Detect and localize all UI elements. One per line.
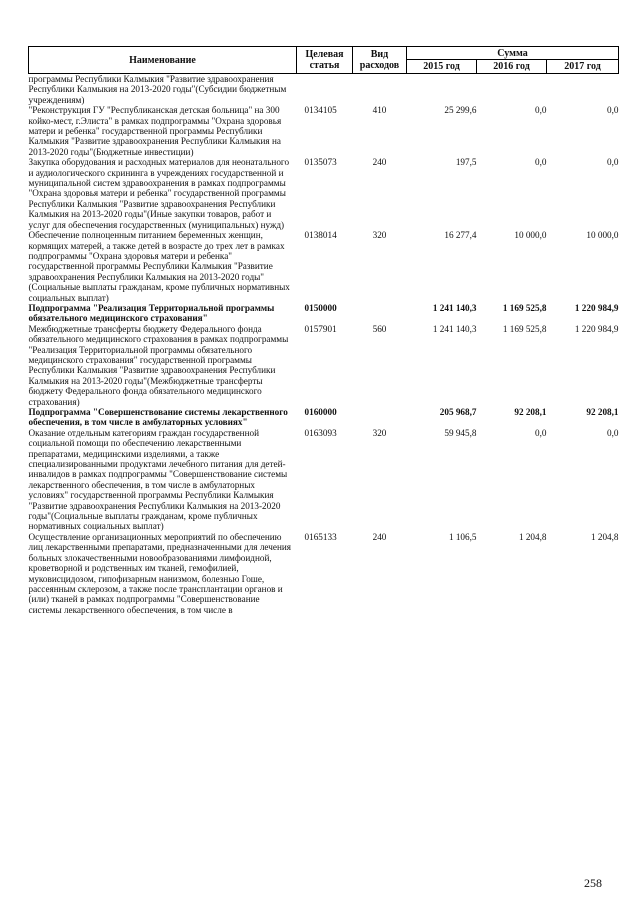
- row-value-2015: [407, 74, 477, 106]
- row-name: Обеспечение полноценным питанием беременных женщин, кормящих матерей, а также детей в возрасте до трех лет в рамках подпрограммы "Охрана здоровья матери и ребенка" государственной программы Республики Калмыкия "Развитие здравоохранения Республики Калмыкия на 2013-2020 годы"(Социальные выплаты гражданам, кроме публичных нормативных социальных выплат): [28, 230, 290, 303]
- table-row: [29, 407, 619, 428]
- page-number: 258: [584, 876, 602, 890]
- row-code: 0150000: [304, 302, 337, 313]
- row-code: [297, 74, 353, 106]
- row-kind: [353, 303, 407, 324]
- row-code: 0160000: [304, 407, 337, 417]
- row-value-2015: 1 241 140,3: [432, 302, 477, 313]
- row-value-2017: 0,0: [607, 157, 619, 168]
- row-code: 0135073: [304, 157, 337, 168]
- table-row: [29, 324, 619, 407]
- table-row: [29, 105, 619, 157]
- table-row: [29, 157, 619, 230]
- row-kind: 240: [372, 531, 387, 542]
- column-header-name: Наименование: [29, 47, 297, 74]
- row-value-2017: 1 220 984,9: [574, 302, 619, 313]
- row-kind: 320: [372, 427, 387, 438]
- row-value-2016: [477, 74, 547, 106]
- row-value-2015: 59 945,8: [444, 427, 477, 438]
- row-value-2016: 1 169 525,8: [502, 323, 547, 334]
- budget-table: [28, 46, 619, 615]
- row-value-2016: 10 000,0: [514, 230, 547, 241]
- row-code: 0157901: [304, 323, 337, 334]
- column-header-year-2016: 2016 год: [477, 60, 547, 74]
- row-kind: [353, 74, 407, 106]
- column-header-sum: Сумма: [407, 47, 619, 60]
- column-header-year-2017: 2017 год: [547, 60, 619, 74]
- row-name: Межбюджетные трансферты бюджету Федерального фонда обязательного медицинского страхования в рамках подпрограммы "Реализация Территориальной программы обязательного медицинского страхования" государственной программы Республики Калмыкия "Развитие здравоохранения Республики Калмыкия на 2013-2020 годы"(Межбюджетные трансферты бюджету Федерального фонда обязательного медицинского страхования): [28, 323, 289, 407]
- row-value-2016: 92 208,1: [514, 407, 547, 417]
- row-value-2016: 1 204,8: [518, 531, 547, 542]
- row-value-2017: 10 000,0: [586, 230, 619, 241]
- row-value-2017: 92 208,1: [586, 407, 619, 417]
- row-name: Закупка оборудования и расходных материалов для неонатального и аудиологического скрининга в учреждениях государственной и муниципальной систем здравоохранения в рамках подпрограммы "Охрана здоровья матери и ребенка" государственной программы Республики Калмыкия "Развитие здравоохранения Республики Калмыкия на 2013-2020 годы"(Иные закупки товаров, работ и услуг для обеспечения государственных (муниципальных) нужд): [28, 157, 290, 230]
- row-value-2015: 205 968,7: [439, 407, 477, 417]
- table-header: [29, 47, 619, 74]
- row-kind: 320: [372, 230, 387, 241]
- row-code: 0134105: [304, 105, 337, 116]
- row-value-2016: 0,0: [535, 157, 547, 168]
- row-code: 0165133: [304, 531, 337, 542]
- row-code: 0138014: [304, 230, 337, 241]
- row-kind: 240: [372, 157, 387, 168]
- row-name: программы Республики Калмыкия "Развитие здравоохранения Республики Калмыкия на 2013-2020 годы"(Субсидии бюджетным учреждениям): [28, 74, 287, 105]
- column-header-year-2015: 2015 год: [407, 60, 477, 74]
- row-code: 0163093: [304, 427, 337, 438]
- row-value-2015: 197,5: [455, 157, 477, 168]
- row-kind: 560: [372, 323, 387, 334]
- row-value-2015: 1 241 140,3: [432, 323, 477, 334]
- row-value-2015: 16 277,4: [444, 230, 477, 241]
- table-row: [29, 532, 619, 615]
- table-row: [29, 230, 619, 303]
- table-row: [29, 428, 619, 532]
- table-row: [29, 74, 619, 106]
- row-value-2017: 0,0: [607, 427, 619, 438]
- row-kind: [353, 407, 407, 428]
- column-header-code: Целевая статья: [297, 47, 353, 74]
- row-value-2017: 0,0: [607, 105, 619, 116]
- row-value-2016: 1 169 525,8: [502, 302, 547, 313]
- row-value-2016: 0,0: [535, 105, 547, 116]
- row-value-2016: 0,0: [535, 427, 547, 438]
- table-row: [29, 303, 619, 324]
- row-value-2017: 1 204,8: [590, 531, 619, 542]
- row-value-2015: 1 106,5: [448, 531, 477, 542]
- row-name: Подпрограмма "Совершенствование системы лекарственного обеспечения, в том числе в амбулаторных условиях": [28, 407, 288, 428]
- column-header-kind: Вид расходов: [353, 47, 407, 74]
- row-kind: 410: [372, 105, 387, 116]
- row-value-2017: [547, 74, 619, 106]
- row-name: Подпрограмма "Реализация Территориальной программы обязательного медицинского страхования": [28, 302, 275, 324]
- table-body: [29, 74, 619, 616]
- row-name: Оказание отдельным категориям граждан государственной социальной помощи по обеспечению лекарственными препаратами, медицинскими изделиями, а также специализированными продуктами лечебного питания для детей-инвалидов в рамках подпрограммы "Совершенствование системы лекарственного обеспечения, в том числе в амбулаторных условиях" государственной программы Республики Калмыкия "Развитие здравоохранения Республики Калмыкия на 2013-2020 годы"(Социальные выплаты гражданам, кроме публичных нормативных социальных выплат): [28, 427, 288, 532]
- row-name: Осуществление организационных мероприятий по обеспечению лиц лекарственными препаратами, предназначенными для лечения больных злокачественными новообразованиями лимфоидной, кроветворной и родственных им тканей, гемофилией, муковисцидозом, гипофизарным нанизмом, болезнью Гоше, рассеянным склерозом, а также после трансплантации органов и (или) тканей в рамках подпрограммы "Совершенствование системы лекарственного обеспечения, в том числе в: [28, 531, 292, 615]
- row-value-2015: 25 299,6: [444, 105, 477, 116]
- row-value-2017: 1 220 984,9: [574, 323, 619, 334]
- row-name: "Реконструкция ГУ "Республиканская детская больница" на 300 койко-мест, г.Элиста" в рамках подпрограммы "Охрана здоровья матери и ребенка" государственной программы Республики Калмыкия "Развитие здравоохранения Республики Калмыкия на 2013-2020 годы"(Бюджетные инвестиции): [28, 105, 282, 157]
